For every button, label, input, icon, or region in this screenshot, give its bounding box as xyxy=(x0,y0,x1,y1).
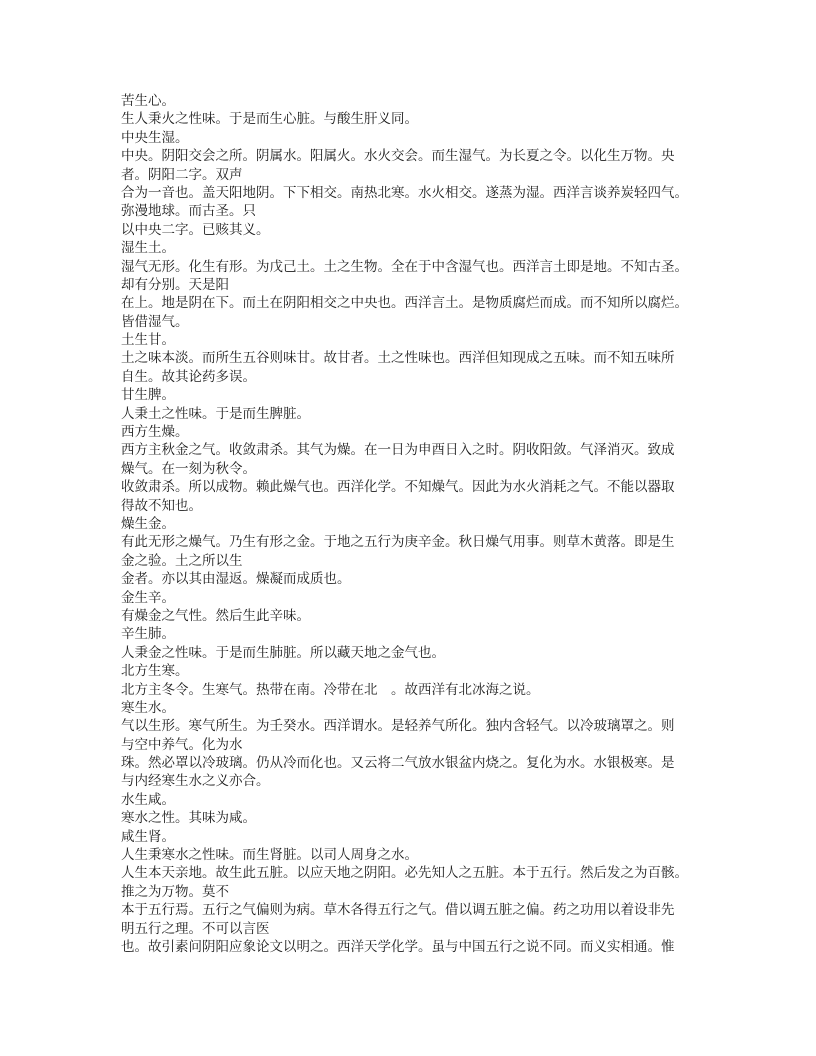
text-line: 有燥金之气性。然后生此辛味。 xyxy=(121,607,310,624)
text-line: 者。阴阳二字。双声 xyxy=(121,166,243,183)
text-line: 中央生湿。 xyxy=(121,129,189,146)
text-line: 人秉土之性味。于是而生脾脏。 xyxy=(121,405,310,422)
text-line: 湿气无形。化生有形。为戊己土。土之生物。全在于中含湿气也。西洋言土即是地。不知古圣。 xyxy=(121,258,688,275)
text-line: 收敛肃杀。所以成物。赖此燥气也。西洋化学。不知燥气。因此为水火消耗之气。不能以器取 xyxy=(121,479,675,496)
text-line: 甘生脾。 xyxy=(121,387,175,404)
text-line: 也。故引素问阴阳应象论文以明之。西洋天学化学。虽与中国五行之说不同。而义实相通。惟 xyxy=(121,938,675,955)
text-line: 金生辛。 xyxy=(121,589,175,606)
text-line: 自生。故其论药多误。 xyxy=(121,368,256,385)
text-line: 人生本天亲地。故生此五脏。以应天地之阴阳。必先知人之五脏。本于五行。然后发之为百骸。 xyxy=(121,865,688,882)
text-line: 水生咸。 xyxy=(121,791,175,808)
text-line: 土生甘。 xyxy=(121,332,175,349)
text-line: 西方主秋金之气。收敛肃杀。其气为燥。在一日为申酉日入之时。阴收阳敛。气泽消灭。致成 xyxy=(121,442,675,459)
text-line: 金者。亦以其由湿返。燥凝而成质也。 xyxy=(121,571,351,588)
text-line: 在上。地是阴在下。而土在阴阳相交之中央也。西洋言土。是物质腐烂而成。而不知所以腐烂。 xyxy=(121,295,688,312)
text-line: 与空中养气。化为水 xyxy=(121,736,243,753)
text-line: 与内经寒生水之义亦合。 xyxy=(121,773,270,790)
text-line: 中央。阴阳交会之所。阴属水。阳属火。水火交会。而生湿气。为长夏之令。以化生万物。央 xyxy=(121,148,675,165)
text-line: 金之验。土之所以生 xyxy=(121,552,243,569)
text-line: 土之味本淡。而所生五谷则味甘。故甘者。土之性味也。西洋但知现成之五味。而不知五味所 xyxy=(121,350,675,367)
text-line: 气以生形。寒气所生。为壬癸水。西洋谓水。是轻养气所化。独内含轻气。以冷玻璃罩之。则 xyxy=(121,718,675,735)
text-line: 生人秉火之性味。于是而生心脏。与酸生肝义同。 xyxy=(121,111,418,128)
text-line: 燥生金。 xyxy=(121,515,175,532)
text-line: 辛生肺。 xyxy=(121,626,175,643)
text-line: 燥气。在一刻为秋令。 xyxy=(121,460,256,477)
text-line: 明五行之理。不可以言医 xyxy=(121,920,270,937)
text-line: 西方生燥。 xyxy=(121,424,189,441)
body-text xyxy=(121,92,711,956)
text-line: 皆借湿气。 xyxy=(121,313,189,330)
text-line: 咸生肾。 xyxy=(121,828,175,845)
text-line: 有此无形之燥气。乃生有形之金。于地之五行为庚辛金。秋日燥气用事。则草木黄落。即是生 xyxy=(121,534,675,551)
text-line: 推之为万物。莫不 xyxy=(121,883,229,900)
text-line: 本于五行焉。五行之气偏则为病。草木各得五行之气。借以调五脏之偏。药之功用以着设非先 xyxy=(121,902,675,919)
text-line: 人秉金之性味。于是而生肺脏。所以藏天地之金气也。 xyxy=(121,644,445,661)
text-line: 以中央二字。已赅其义。 xyxy=(121,221,270,238)
text-line: 苦生心。 xyxy=(121,93,175,109)
text-line: 湿生土。 xyxy=(121,240,175,257)
text-line: 珠。然必罩以冷玻璃。仍从冷而化也。又云将二气放水银盆内烧之。复化为水。水银极寒。是 xyxy=(121,755,675,772)
text-line: 却有分别。天是阳 xyxy=(121,276,229,293)
text-line: 弥漫地球。而古圣。只 xyxy=(121,203,256,220)
text-line: 得故不知也。 xyxy=(121,497,202,514)
text-line: 寒生水。 xyxy=(121,699,175,716)
text-line: 北方生寒。 xyxy=(121,663,189,680)
text-line: 合为一音也。盖天阳地阴。下下相交。南热北寒。水火相交。遂蒸为湿。西洋言谈养炭轻四气。 xyxy=(121,184,688,201)
text-line: 北方主冬令。生寒气。热带在南。冷带在北 。故西洋有北冰海之说。 xyxy=(121,681,540,698)
text-line: 寒水之性。其味为咸。 xyxy=(121,810,256,827)
text-line: 人生秉寒水之性味。而生肾脏。以司人周身之水。 xyxy=(121,847,418,864)
